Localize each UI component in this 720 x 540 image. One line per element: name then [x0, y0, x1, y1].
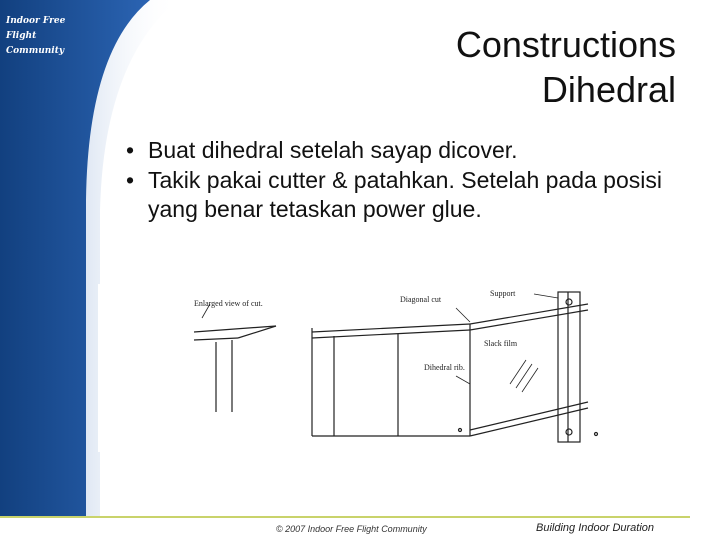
title-line-2: Dihedral [541, 69, 676, 110]
brand-line-2: Community [6, 46, 65, 56]
bullet-text: Takik pakai cutter & patahkan. Setelah pada posisi yang benar tetaskan power glue. [148, 167, 662, 222]
label-slack-film: Slack film [484, 339, 518, 348]
label-enlarged-view: Enlarged view of cut. [194, 299, 263, 308]
brand-line-1: Indoor Free Flight [6, 16, 66, 41]
footer-copyright: © 2007 Indoor Free Flight Community [276, 524, 427, 534]
label-dihedral-rib: Dihedral rib. [424, 363, 465, 372]
bullet-item [126, 136, 666, 165]
bullet-text: Buat dihedral setelah sayap dicover. [148, 137, 518, 163]
footer-divider [0, 516, 690, 518]
slide-title [456, 22, 676, 112]
dihedral-construction-figure [98, 284, 626, 452]
bullet-marker: • [126, 167, 135, 193]
title-line-1: Constructions [455, 24, 676, 65]
bullet-list [126, 136, 666, 225]
label-support: Support [490, 289, 516, 298]
label-diagonal-cut: Diagonal cut [400, 295, 442, 304]
brand-logo-text [6, 14, 96, 59]
footer-caption: Building Indoor Duration [536, 522, 655, 534]
bullet-marker: • [126, 137, 135, 163]
bullet-item [126, 166, 666, 224]
